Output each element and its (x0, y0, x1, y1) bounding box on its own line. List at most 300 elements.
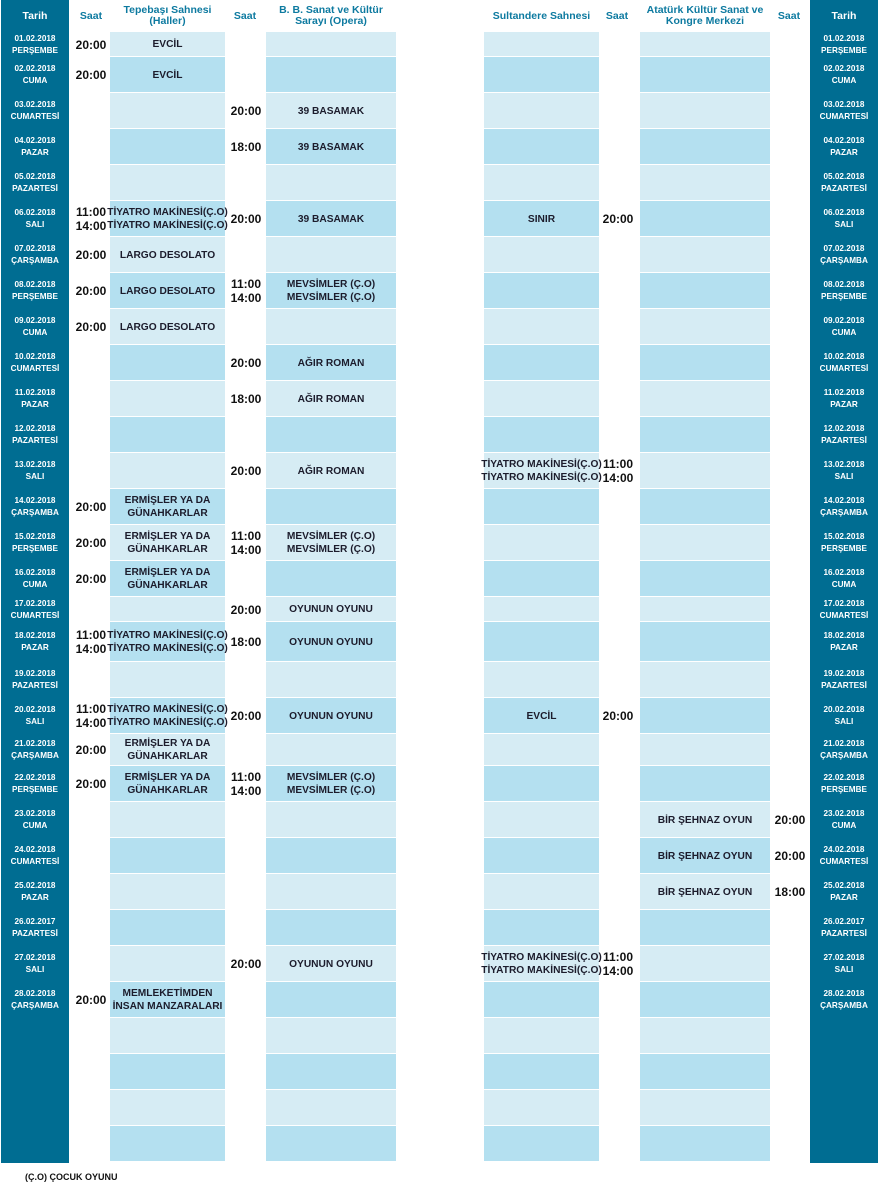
cell-band-s1 (110, 1090, 225, 1125)
cell-band-s1 (110, 129, 225, 164)
cell-band-s4 (640, 1018, 770, 1053)
date-value: 09.02.2018 (14, 316, 56, 325)
date-label-right (810, 734, 878, 766)
date-label-right (810, 165, 878, 201)
header-saat-2: Saat (233, 9, 257, 22)
cell-band-s2 (266, 561, 396, 596)
showtime: 20:00 (774, 849, 806, 863)
cell-band-s4 (640, 489, 770, 524)
show-title: LARGO DESOLATO (119, 285, 216, 297)
show-title: TİYATRO MAKİNESİ(Ç.O) (107, 630, 228, 641)
day-name: PERŞEMBE (821, 785, 867, 794)
showtime-t1 (72, 561, 110, 597)
cell-band-s1 (110, 874, 225, 909)
date-label-right (810, 57, 878, 93)
date-label-right (810, 874, 878, 910)
cell-band-s2 (266, 237, 396, 272)
show-title: ERMİŞLER YA DA (124, 567, 211, 578)
cell-band-s1 (110, 345, 225, 380)
day-name: ÇARŞAMBA (820, 508, 868, 517)
cell-band-s2 (266, 662, 396, 697)
show-title-s1 (107, 698, 228, 734)
showtime: 20:00 (75, 248, 107, 262)
date-value: 28.02.2018 (14, 989, 56, 998)
day-name: CUMA (22, 580, 48, 589)
cell-band-s2 (266, 57, 396, 92)
showtime-t4 (770, 838, 810, 874)
day-name: PAZARTESİ (12, 184, 58, 193)
date-label-left (1, 802, 69, 838)
day-name: CUMARTESİ (10, 610, 60, 620)
date-label-left (1, 309, 69, 345)
header-opera-line1: B. B. Sanat ve Kültür (279, 4, 383, 16)
show-title-s2 (266, 698, 396, 734)
cell-band-s4 (640, 32, 770, 56)
date-label-right (810, 698, 878, 734)
show-title: MEVSİMLER (Ç.O) (286, 279, 376, 290)
date-value: 20.02.2018 (823, 705, 865, 714)
date-label-left (1, 381, 69, 417)
show-title-s1 (110, 237, 225, 273)
showtime-t1 (72, 273, 110, 309)
cell-band-s3 (484, 1090, 599, 1125)
date-label-right (810, 561, 878, 597)
date-value: 16.02.2018 (14, 568, 56, 577)
date-label-right (810, 766, 878, 802)
show-title-s2 (266, 201, 396, 237)
showtime: 11:00 (230, 277, 262, 291)
date-value: 04.02.2018 (14, 136, 56, 145)
cell-band-s3 (484, 662, 599, 697)
show-title: TİYATRO MAKİNESİ(Ç.O) (481, 472, 602, 483)
cell-band-s2 (266, 1018, 396, 1053)
cell-band-s4 (640, 766, 770, 801)
show-title: OYUNUN OYUNU (289, 710, 373, 722)
day-name: PERŞEMBE (821, 45, 867, 55)
cell-band-s3 (484, 93, 599, 128)
showtime: 14:00 (75, 716, 107, 730)
showtime: 20:00 (230, 104, 262, 118)
showtime-t1 (72, 237, 110, 273)
cell-band-s3 (484, 1126, 599, 1161)
day-name: PAZAR (21, 148, 49, 157)
date-label-left (1, 734, 69, 766)
cell-band-s1 (110, 662, 225, 697)
day-name: ÇARŞAMBA (820, 256, 868, 265)
showtime-t2 (226, 453, 266, 489)
showtime: 20:00 (75, 284, 107, 298)
cell-band-s3 (484, 622, 599, 661)
show-title-s2 (266, 93, 396, 129)
showtime-t3 (598, 453, 638, 489)
showtime: 20:00 (602, 709, 634, 723)
date-label-left (1, 165, 69, 201)
day-name: CUMARTESİ (10, 112, 60, 121)
date-label-right (810, 662, 878, 698)
show-title-s2 (266, 622, 396, 662)
show-title-s4 (640, 802, 770, 838)
header-opera (266, 0, 396, 32)
showtime-t1 (72, 201, 110, 237)
show-title-s4 (640, 838, 770, 874)
cell-band-s1 (110, 802, 225, 837)
showtime: 20:00 (230, 464, 262, 478)
cell-band-s2 (266, 309, 396, 344)
cell-band-s4 (640, 1090, 770, 1125)
day-name: CUMA (831, 821, 857, 830)
header-date-right: Tarih (831, 10, 857, 22)
day-name: PAZARTESİ (821, 681, 867, 690)
show-title-s4 (640, 874, 770, 910)
date-label-left (1, 874, 69, 910)
cell-band-s3 (484, 32, 599, 56)
date-value: 02.02.2018 (823, 64, 865, 73)
day-name: CUMA (831, 328, 857, 337)
date-value: 14.02.2018 (823, 496, 865, 505)
date-value: 03.02.2018 (823, 100, 865, 109)
showtime: 20:00 (230, 356, 262, 370)
cell-band-s2 (266, 1126, 396, 1161)
show-title: TİYATRO MAKİNESİ(Ç.O) (107, 717, 228, 728)
showtime: 20:00 (75, 68, 107, 82)
show-title-s2 (266, 453, 396, 489)
show-title-s1 (110, 309, 225, 345)
cell-band-s3 (484, 525, 599, 560)
date-label-left (1, 525, 69, 561)
cell-band-s1 (110, 417, 225, 452)
cell-band-s1 (110, 381, 225, 416)
cell-band-s3 (484, 982, 599, 1017)
day-name: SALI (834, 965, 854, 974)
date-value: 09.02.2018 (823, 316, 865, 325)
showtime-t1 (72, 982, 110, 1018)
show-title-s3 (481, 946, 602, 982)
date-label-left (1, 453, 69, 489)
day-name: PAZARTESİ (12, 929, 58, 938)
show-title-s2 (266, 381, 396, 417)
show-title: ERMİŞLER YA DA (124, 531, 211, 542)
date-value: 26.02.2017 (14, 917, 56, 926)
day-name: PERŞEMBE (12, 785, 58, 794)
showtime-t2 (226, 381, 266, 417)
showtime: 18:00 (230, 140, 262, 154)
show-title-s1 (110, 982, 225, 1018)
date-value: 20.02.2018 (14, 705, 56, 714)
date-label-left (1, 201, 69, 237)
showtime-t2 (226, 345, 266, 381)
date-value: 05.02.2018 (823, 172, 865, 181)
date-value: 13.02.2018 (14, 460, 56, 469)
showtime: 11:00 (75, 628, 107, 642)
show-title: TİYATRO MAKİNESİ(Ç.O) (481, 965, 602, 976)
show-title: TİYATRO MAKİNESİ(Ç.O) (107, 643, 228, 654)
date-value: 16.02.2018 (823, 568, 865, 577)
show-title: MEVSİMLER (Ç.O) (286, 544, 376, 555)
date-label-right (810, 525, 878, 561)
cell-band-s1 (110, 1054, 225, 1089)
show-title: EVCİL (152, 39, 183, 50)
day-name: SALI (834, 717, 854, 726)
cell-band-s1 (110, 1126, 225, 1161)
legend-note: (Ç.O) ÇOCUK OYUNU (25, 1172, 118, 1182)
show-title-s3 (484, 201, 599, 237)
day-name: ÇARŞAMBA (11, 256, 59, 265)
date-value: 18.02.2018 (14, 631, 56, 640)
cell-band-s1 (110, 93, 225, 128)
day-name: CUMA (22, 328, 48, 337)
day-name: PAZARTESİ (821, 184, 867, 193)
header-tepebasi-line1: Tepebaşı Sahnesi (123, 4, 212, 16)
date-value: 07.02.2018 (14, 244, 56, 253)
header-saat-4: Saat (777, 9, 801, 22)
cell-band-s3 (484, 417, 599, 452)
day-name: CUMARTESİ (819, 857, 869, 866)
show-title: AĞIR ROMAN (297, 465, 365, 477)
date-value: 06.02.2018 (14, 208, 56, 217)
date-value: 21.02.2018 (14, 739, 56, 748)
day-name: PAZARTESİ (12, 681, 58, 690)
day-name: PAZAR (830, 893, 858, 902)
cell-band-s4 (640, 1126, 770, 1161)
show-title-s2 (266, 766, 396, 802)
cell-band-s4 (640, 525, 770, 560)
cell-band-s3 (484, 165, 599, 200)
show-title: MEVSİMLER (Ç.O) (286, 785, 376, 796)
date-label-right (810, 129, 878, 165)
day-name: ÇARŞAMBA (11, 751, 59, 760)
date-label-right (810, 345, 878, 381)
date-label-left (1, 489, 69, 525)
cell-band-s2 (266, 874, 396, 909)
date-value: 08.02.2018 (823, 280, 865, 289)
day-name: SALI (25, 717, 45, 726)
cell-band-s3 (484, 345, 599, 380)
cell-band-s1 (110, 910, 225, 945)
cell-band-s2 (266, 802, 396, 837)
cell-band-s4 (640, 1054, 770, 1089)
date-value: 27.02.2018 (14, 953, 56, 962)
showtime: 20:00 (230, 709, 262, 723)
showtime-t2 (226, 698, 266, 734)
date-label-left (1, 662, 69, 698)
cell-band-s4 (640, 698, 770, 733)
day-name: CUMARTESİ (10, 364, 60, 373)
day-name: CUMARTESİ (819, 112, 869, 121)
show-title: AĞIR ROMAN (297, 393, 365, 405)
show-title: ERMİŞLER YA DA (124, 495, 211, 506)
show-title-s3 (481, 453, 602, 489)
show-title: AĞIR ROMAN (297, 357, 365, 369)
date-value: 01.02.2018 (823, 33, 865, 43)
show-title-s1 (107, 622, 228, 662)
date-label-left (1, 982, 69, 1018)
showtime-t3 (598, 946, 638, 982)
cell-band-s2 (266, 489, 396, 524)
date-value: 11.02.2018 (823, 388, 865, 397)
date-label-right (810, 910, 878, 946)
date-value: 19.02.2018 (823, 669, 865, 678)
cell-band-s4 (640, 597, 770, 621)
show-title: OYUNUN OYUNU (289, 604, 373, 615)
date-label-left (1, 838, 69, 874)
show-title: TİYATRO MAKİNESİ(Ç.O) (107, 220, 228, 231)
show-title: 39 BASAMAK (297, 213, 365, 225)
show-title-s2 (266, 345, 396, 381)
cell-band-s2 (266, 910, 396, 945)
cell-band-s4 (640, 982, 770, 1017)
cell-band-s1 (110, 453, 225, 488)
showtime: 20:00 (75, 572, 107, 586)
date-value: 21.02.2018 (823, 739, 865, 748)
cell-band-s4 (640, 662, 770, 697)
date-value: 23.02.2018 (14, 809, 56, 818)
cell-band-s2 (266, 165, 396, 200)
show-title-s2 (266, 273, 396, 309)
day-name: PAZAR (830, 400, 858, 409)
showtime: 20:00 (75, 320, 107, 334)
date-label-left (1, 417, 69, 453)
cell-band-s3 (484, 489, 599, 524)
show-title: OYUNUN OYUNU (289, 636, 373, 648)
show-title-s2 (266, 597, 396, 622)
day-name: PERŞEMBE (821, 544, 867, 553)
day-name: SALI (25, 220, 45, 229)
date-value: 08.02.2018 (14, 280, 56, 289)
cell-band-s4 (640, 734, 770, 765)
day-name: CUMARTESİ (819, 364, 869, 373)
date-value: 12.02.2018 (823, 424, 865, 433)
show-title-s1 (110, 561, 225, 597)
cell-band-s1 (110, 597, 225, 621)
show-title: EVCİL (152, 69, 183, 81)
showtime-t1 (72, 489, 110, 525)
show-title: ERMİŞLER YA DA (124, 772, 211, 783)
show-title: MEVSİMLER (Ç.O) (286, 772, 376, 783)
show-title: 39 BASAMAK (297, 105, 365, 117)
day-name: PAZAR (830, 643, 858, 652)
cell-band-s1 (110, 838, 225, 873)
cell-band-s3 (484, 381, 599, 416)
date-value: 15.02.2018 (14, 532, 56, 541)
showtime-t1 (72, 309, 110, 345)
showtime-t1 (72, 525, 110, 561)
header-ataturk (640, 0, 770, 32)
show-title-s1 (110, 525, 225, 561)
date-label-right (810, 946, 878, 982)
showtime: 20:00 (75, 777, 107, 791)
showtime: 20:00 (230, 602, 262, 617)
show-title: TİYATRO MAKİNESİ(Ç.O) (107, 704, 228, 715)
header-saat-3: Saat (605, 9, 629, 22)
day-name: ÇARŞAMBA (11, 508, 59, 517)
day-name: SALI (834, 220, 854, 229)
showtime-t2 (226, 622, 266, 662)
header-tepebasi (110, 0, 225, 32)
header-opera-line2: Sarayı (Opera) (295, 15, 367, 27)
cell-band-s4 (640, 561, 770, 596)
day-name: CUMARTESİ (819, 610, 869, 620)
date-label-left (1, 57, 69, 93)
showtime: 11:00 (75, 702, 107, 716)
showtime: 14:00 (230, 784, 262, 798)
cell-band-s3 (484, 802, 599, 837)
cell-band-s3 (484, 874, 599, 909)
date-label-right (810, 237, 878, 273)
date-value: 05.02.2018 (14, 172, 56, 181)
showtime-t4 (770, 874, 810, 910)
show-title-s1 (107, 201, 228, 237)
cell-band-s4 (640, 345, 770, 380)
date-value: 13.02.2018 (823, 460, 865, 469)
date-value: 04.02.2018 (823, 136, 865, 145)
cell-band-s4 (640, 453, 770, 488)
cell-band-s3 (484, 129, 599, 164)
date-label-right (810, 417, 878, 453)
cell-band-s2 (266, 1090, 396, 1125)
showtime-t2 (226, 201, 266, 237)
day-name: PAZARTESİ (821, 436, 867, 445)
cell-band-s4 (640, 93, 770, 128)
showtime-t4 (770, 802, 810, 838)
showtime-t3 (598, 201, 638, 237)
date-label-right (810, 838, 878, 874)
showtime-t1 (72, 32, 110, 57)
date-label-left (1, 766, 69, 802)
showtime-t2 (226, 946, 266, 982)
showtime: 20:00 (230, 957, 262, 971)
date-label-left (1, 622, 69, 662)
showtime: 20:00 (75, 743, 107, 757)
cell-band-s3 (484, 766, 599, 801)
date-label-left (1, 597, 69, 622)
showtime: 18:00 (230, 635, 262, 649)
date-label-left (1, 93, 69, 129)
date-value: 07.02.2018 (823, 244, 865, 253)
date-value: 01.02.2018 (14, 33, 56, 43)
showtime: 18:00 (774, 885, 806, 899)
header-tepebasi-line2: (Haller) (149, 15, 186, 27)
date-label-left (1, 345, 69, 381)
showtime-t2 (226, 597, 266, 622)
cell-band-s3 (484, 1018, 599, 1053)
date-label-left (1, 910, 69, 946)
show-title-s2 (266, 525, 396, 561)
date-value: 24.02.2018 (823, 845, 865, 854)
showtime-t2 (226, 129, 266, 165)
show-title: 39 BASAMAK (297, 141, 365, 153)
cell-band-s2 (266, 32, 396, 56)
day-name: CUMA (831, 76, 857, 85)
showtime: 18:00 (230, 392, 262, 406)
show-title-s1 (110, 273, 225, 309)
date-value: 11.02.2018 (14, 388, 56, 397)
date-value: 25.02.2018 (14, 881, 56, 890)
show-title: BİR ŞEHNAZ OYUN (657, 850, 753, 862)
date-label-right (810, 982, 878, 1018)
day-name: CUMA (831, 580, 857, 589)
cell-band-s4 (640, 622, 770, 661)
date-value: 26.02.2017 (823, 917, 865, 926)
cell-band-s1 (110, 1018, 225, 1053)
day-name: PERŞEMBE (12, 544, 58, 553)
showtime: 20:00 (602, 212, 634, 226)
cell-band-s4 (640, 57, 770, 92)
date-value: 06.02.2018 (823, 208, 865, 217)
cell-band-s3 (484, 1054, 599, 1089)
date-label-right (810, 93, 878, 129)
date-label-right (810, 802, 878, 838)
date-label-left (1, 946, 69, 982)
